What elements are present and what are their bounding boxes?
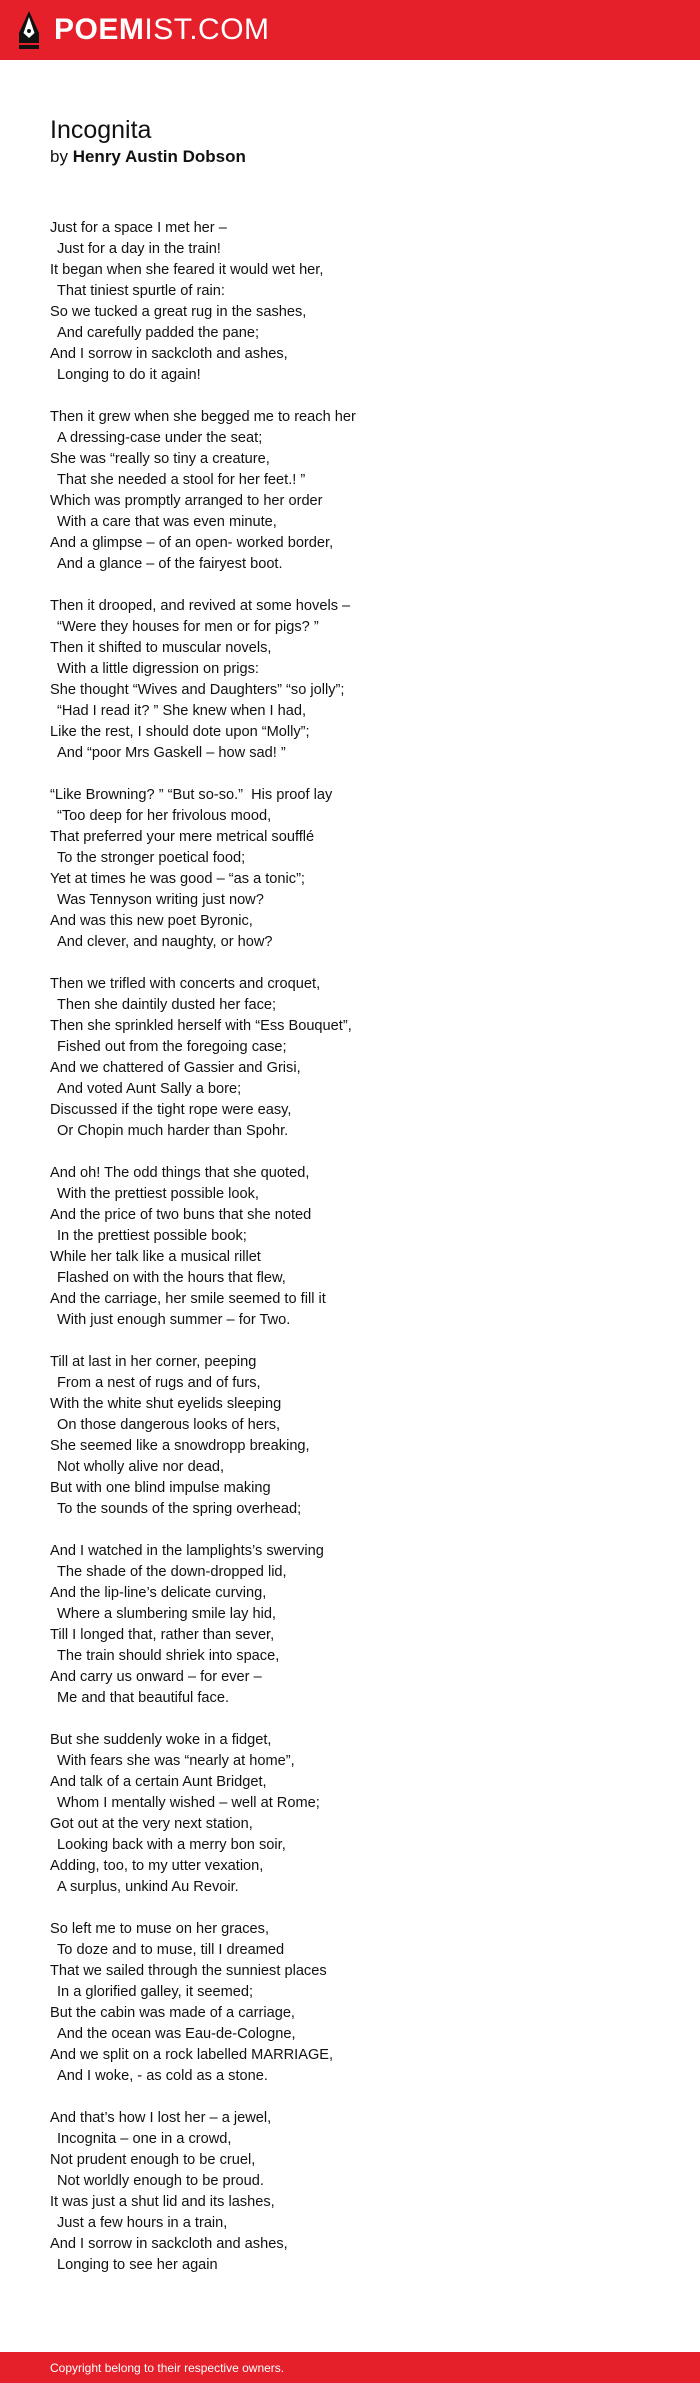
poem-line: And voted Aunt Sally a bore; [57,1081,242,1097]
footer [0,2352,700,2383]
poem-line: It began when she feared it would wet her, [50,262,324,278]
by-label: by [50,147,68,166]
poem-line: And the carriage, her smile seemed to fill it [50,1291,326,1307]
stanza [50,1541,660,1709]
poem-line: And clever, and naughty, or how? [57,934,273,950]
poem-line: Discussed if the tight rope were easy, [50,1102,292,1118]
stanza [50,596,660,764]
poem-line: And the price of two buns that she noted [50,1207,312,1223]
poem-line: She seemed like a snowdropp breaking, [50,1438,310,1454]
byline [50,147,246,167]
poem-line: “Had I read it? ” She knew when I had, [57,703,307,719]
poem-line: But the cabin was made of a carriage, [50,2005,295,2021]
stanza [50,785,660,953]
poem-line: Like the rest, I should dote upon “Molly”; [50,724,310,740]
poem-line: And the ocean was Eau-de-Cologne, [57,2026,296,2042]
poem-line: She was “really so tiny a creature, [50,451,270,467]
poem-line: Looking back with a merry bon soir, [57,1837,286,1853]
poem-line: And I woke, - as cold as a stone. [57,2068,268,2084]
poem-line: And I sorrow in sackcloth and ashes, [50,346,288,362]
poem-line: Was Tennyson writing just now? [57,892,264,908]
poem-line: Just for a day in the train! [57,241,221,257]
poem-line: While her talk like a musical rillet [50,1249,261,1265]
poem-line: To doze and to muse, till I dreamed [57,1942,285,1958]
poem-line: With just enough summer – for Two. [57,1312,291,1328]
poem-line: And carefully padded the pane; [57,325,260,341]
stanza [50,1730,660,1898]
poem-line: Not worldly enough to be proud. [57,2173,264,2189]
poem-line: Yet at times he was good – “as a tonic”; [50,871,305,887]
poem-line: Then she daintily dusted her face; [57,997,277,1013]
poem-line: But with one blind impulse making [50,1480,271,1496]
poem-line: That tiniest spurtle of rain: [57,283,225,299]
poem-line: With the prettiest possible look, [57,1186,259,1202]
poem-line: Adding, too, to my utter vexation, [50,1858,264,1874]
poem-line: And talk of a certain Aunt Bridget, [50,1774,267,1790]
poem-line: Fished out from the foregoing case; [57,1039,287,1055]
stanza [50,1919,660,2087]
top-bar [0,0,700,60]
poem-line: To the sounds of the spring overhead; [57,1501,302,1517]
poem-line: The shade of the down-dropped lid, [57,1564,287,1580]
poem-line: Me and that beautiful face. [57,1690,229,1706]
poem-line: And carry us onward – for ever – [50,1669,262,1685]
site-logo[interactable] [16,9,270,51]
poem-line: With the white shut eyelids sleeping [50,1396,282,1412]
author-name[interactable]: Henry Austin Dobson [72,147,246,166]
poem-line: So we tucked a great rug in the sashes, [50,304,307,320]
poem-line: That preferred your mere metrical soufflé [50,829,315,845]
stanza [50,1163,660,1331]
pen-nib-icon [16,9,42,51]
poem-line: “Too deep for her frivolous mood, [57,808,272,824]
poem-line: With fears she was “nearly at home”, [57,1753,295,1769]
poem-line: Flashed on with the hours that flew, [57,1270,286,1286]
poem-line: Then she sprinkled herself with “Ess Bouquet”, [50,1018,352,1034]
copyright-text: Copyright belong to their respective owners. [50,2360,285,2375]
poem-line: Not prudent enough to be cruel, [50,2152,256,2168]
poem-line: On those dangerous looks of hers, [57,1417,281,1433]
poem-line: And we chattered of Gassier and Grisi, [50,1060,301,1076]
brand-name[interactable] [54,15,270,45]
poem-line: Then we trifled with concerts and croquet, [50,976,321,992]
poem-line: That she needed a stool for her feet.! ” [57,472,306,488]
poem-line: With a little digression on prigs: [57,661,259,677]
poem-line: Then it shifted to muscular novels, [50,640,272,656]
poem-line: And the lip-line’s delicate curving, [50,1585,267,1601]
poem-line: It was just a shut lid and its lashes, [50,2194,275,2210]
poem-line: And oh! The odd things that she quoted, [50,1165,310,1181]
poem-line: The train should shriek into space, [57,1648,280,1664]
poem-line: A surplus, unkind Au Revoir. [57,1879,239,1895]
poem-line: Where a slumbering smile lay hid, [57,1606,276,1622]
poem-line: She thought “Wives and Daughters” “so jolly”; [50,682,345,698]
poem-line: So left me to muse on her graces, [50,1921,270,1937]
brand-name-light: IST.COM [144,13,270,46]
poem-line: Longing to see her again [57,2257,218,2273]
poem-line: And a glance – of the fairyest boot. [57,556,283,572]
poem-title: Incognita [50,116,152,144]
stanza [50,2108,660,2276]
poem-line: To the stronger poetical food; [57,850,246,866]
poem-line: In a glorified galley, it seemed; [57,1984,254,2000]
poem-line: Till at last in her corner, peeping [50,1354,257,1370]
stanza [50,407,660,575]
poem-line: In the prettiest possible book; [57,1228,247,1244]
poem-line: Which was promptly arranged to her order [50,493,323,509]
poem-line: From a nest of rugs and of furs, [57,1375,261,1391]
stanza [50,974,660,1142]
poem-line: Got out at the very next station, [50,1816,253,1832]
poem-line: Just a few hours in a train, [57,2215,228,2231]
poem-line: Longing to do it again! [57,367,201,383]
brand-name-bold: POEM [54,13,145,46]
poem-line: “Like Browning? ” “But so-so.” His proof lay [50,787,333,803]
poem-line: And I sorrow in sackcloth and ashes, [50,2236,288,2252]
poem-line: Or Chopin much harder than Spohr. [57,1123,289,1139]
poem-line: Then it grew when she begged me to reach her [50,409,356,425]
poem-line: And a glimpse – of an open- worked border, [50,535,334,551]
poem-line: “Were they houses for men or for pigs? ” [57,619,319,635]
poem-body [50,218,660,2297]
poem-line: And was this new poet Byronic, [50,913,253,929]
poem-line: With a care that was even minute, [57,514,277,530]
stanza [50,1352,660,1520]
poem-line: But she suddenly woke in a fidget, [50,1732,272,1748]
poem-line: Incognita – one in a crowd, [57,2131,232,2147]
poem-line: Then it drooped, and revived at some hovels – [50,598,351,614]
poem-line: Just for a space I met her – [50,220,227,236]
poem-line: And “poor Mrs Gaskell – how sad! ” [57,745,286,761]
poem-line: Whom I mentally wished – well at Rome; [57,1795,320,1811]
poem-line: And we split on a rock labelled MARRIAGE, [50,2047,334,2063]
poem-line: And that’s how I lost her – a jewel, [50,2110,272,2126]
poem-line: A dressing-case under the seat; [57,430,263,446]
poem-line: And I watched in the lamplights’s swerving [50,1543,324,1559]
stanza [50,218,660,386]
poem-line: Till I longed that, rather than sever, [50,1627,275,1643]
poem-line: Not wholly alive nor dead, [57,1459,225,1475]
poem-line: That we sailed through the sunniest places [50,1963,327,1979]
